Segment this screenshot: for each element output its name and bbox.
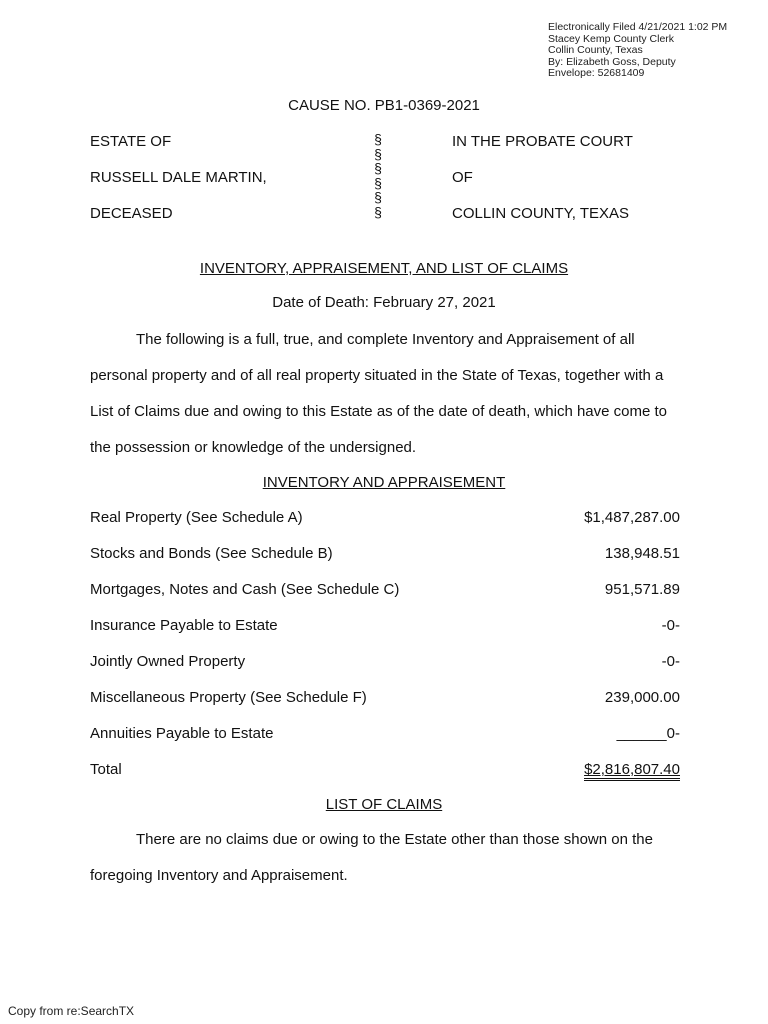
intro-line: personal property and of all real property situated in the State of Texas, together with a — [90, 367, 664, 384]
filing-stamp — [548, 22, 727, 80]
inventory-label: Miscellaneous Property (See Schedule F) — [90, 689, 367, 706]
caption-left-line: ESTATE OF — [90, 133, 172, 150]
claims-line: There are no claims due or owing to the Estate other than those shown on the — [136, 831, 653, 848]
inventory-total-row — [90, 761, 680, 797]
inventory-label: Insurance Payable to Estate — [90, 617, 278, 634]
inventory-value: 239,000.00 — [604, 689, 680, 706]
inventory-row — [90, 725, 680, 761]
stamp-line: Envelope: 52681409 — [548, 67, 645, 80]
section-mark: § — [374, 189, 382, 206]
caption-right-line: COLLIN COUNTY, TEXAS — [452, 205, 629, 222]
claims-line: foregoing Inventory and Appraisement. — [90, 867, 348, 884]
case-caption — [0, 132, 768, 232]
date-of-death: Date of Death: February 27, 2021 — [272, 294, 496, 311]
claims-heading: LIST OF CLAIMS — [325, 796, 443, 813]
intro-paragraph — [90, 322, 690, 466]
claims-paragraph — [90, 822, 690, 894]
inventory-label: Real Property (See Schedule A) — [90, 509, 303, 526]
inventory-row — [90, 581, 680, 617]
section-mark: § — [374, 160, 382, 177]
caption-right-line: IN THE PROBATE COURT — [452, 133, 633, 150]
inventory-heading: INVENTORY AND APPRAISEMENT — [262, 474, 506, 491]
inventory-row — [90, 617, 680, 653]
inventory-label: Stocks and Bonds (See Schedule B) — [90, 545, 333, 562]
inventory-value: ______0- — [616, 725, 680, 742]
inventory-total-value: $2,816,807.40 — [584, 761, 680, 781]
cause-number: CAUSE NO. PB1-0369-2021 — [288, 97, 480, 114]
inventory-value: -0- — [661, 653, 680, 670]
inventory-label: Mortgages, Notes and Cash (See Schedule C) — [90, 581, 400, 598]
stamp-line: By: Elizabeth Goss, Deputy — [548, 55, 676, 68]
inventory-row — [90, 545, 680, 581]
document-title: INVENTORY, APPRAISEMENT, AND LIST OF CLAIMS — [199, 260, 569, 277]
section-marks — [370, 132, 386, 220]
caption-right-line: OF — [452, 169, 473, 186]
intro-line: List of Claims due and owing to this Estate as of the date of death, which have come to — [90, 403, 668, 420]
caption-left — [90, 132, 267, 240]
caption-left-line: RUSSELL DALE MARTIN, — [90, 169, 267, 186]
caption-right — [452, 132, 633, 240]
stamp-line: Stacey Kemp County Clerk — [548, 32, 675, 45]
inventory-label: Jointly Owned Property — [90, 653, 246, 670]
intro-line: the possession or knowledge of the undersigned. — [90, 439, 417, 456]
inventory-label: Total — [90, 761, 122, 778]
caption-left-line: DECEASED — [90, 205, 173, 222]
stamp-line: Collin County, Texas — [548, 44, 643, 57]
inventory-value: $1,487,287.00 — [584, 509, 680, 526]
inventory-label: Annuities Payable to Estate — [90, 725, 274, 742]
section-mark: § — [374, 145, 382, 162]
section-mark: § — [374, 174, 382, 191]
section-mark: § — [374, 203, 382, 220]
inventory-row — [90, 509, 680, 545]
inventory-row — [90, 689, 680, 725]
source-footer: Copy from re:SearchTX — [8, 1004, 135, 1018]
inventory-value: -0- — [661, 617, 680, 634]
inventory-table — [90, 509, 680, 797]
inventory-value: 138,948.51 — [604, 545, 680, 562]
section-mark: § — [374, 131, 382, 147]
intro-line: The following is a full, true, and complete Inventory and Appraisement of all — [136, 331, 635, 348]
inventory-value: 951,571.89 — [604, 581, 680, 598]
inventory-row — [90, 653, 680, 689]
stamp-line: Electronically Filed 4/21/2021 1:02 PM — [548, 21, 728, 33]
